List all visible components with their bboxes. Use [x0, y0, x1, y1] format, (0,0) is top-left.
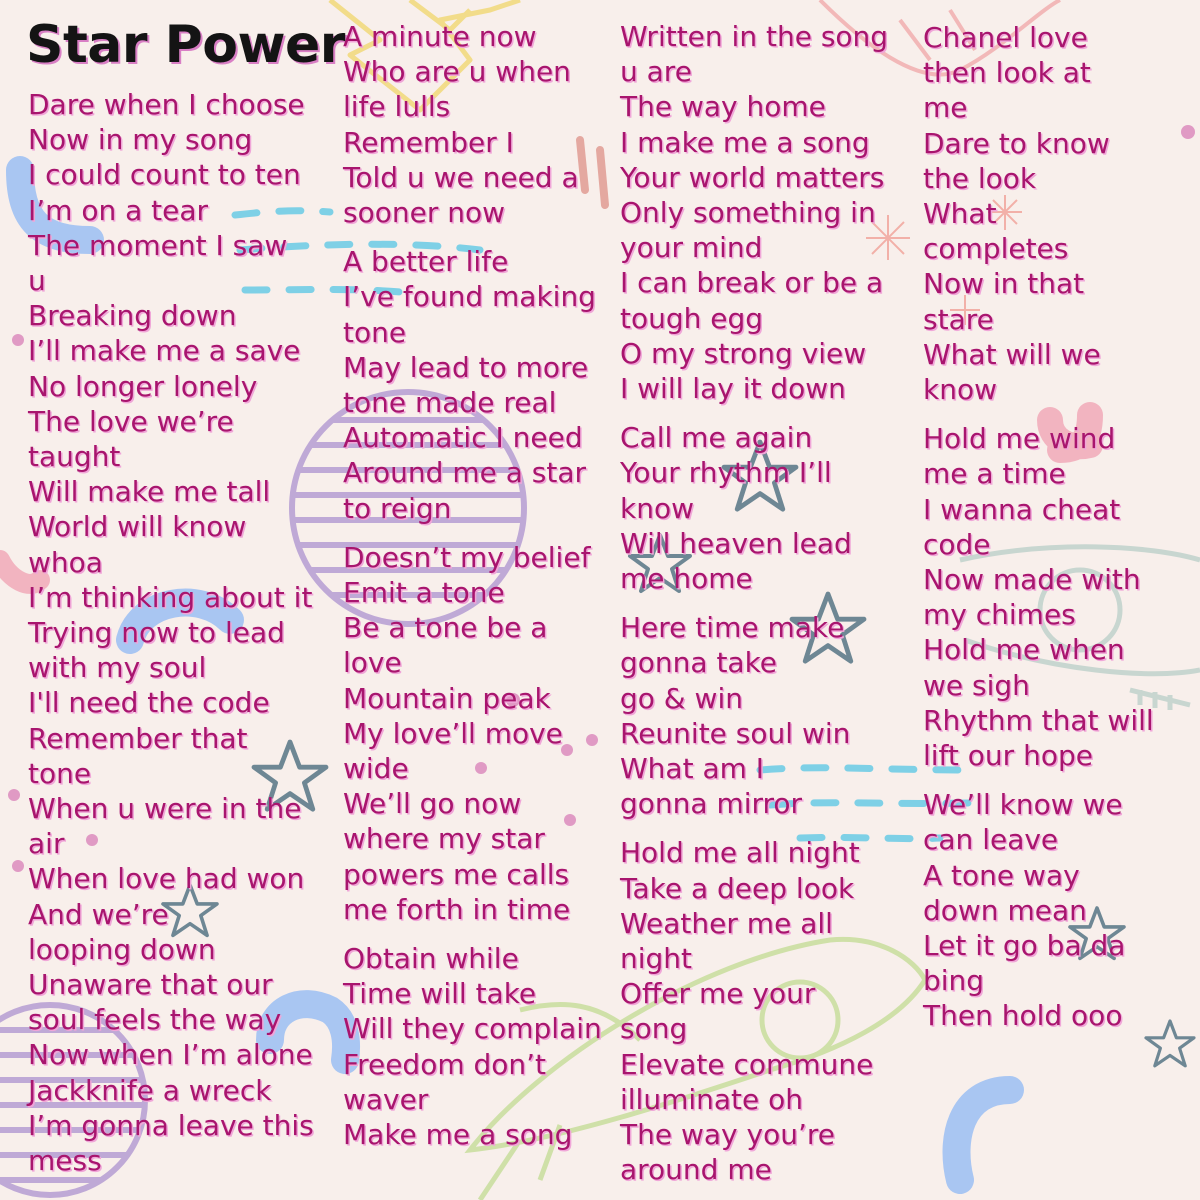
lyric-line: your mind	[620, 231, 763, 265]
lyric-line: me	[923, 91, 968, 125]
lyric-line: Now in my song	[28, 123, 253, 157]
lyric-line: around me	[620, 1153, 772, 1187]
lyric-line: Remember I	[343, 125, 514, 159]
lyric-line: Elevate commune	[620, 1047, 874, 1081]
lyric-line: I'll need the code	[28, 686, 270, 720]
lyric-line: lift our hope	[923, 739, 1093, 773]
lyric-line: What	[923, 197, 997, 231]
lyrics-column-4	[923, 20, 1154, 1034]
lyric-line: looping down	[28, 932, 216, 966]
lyric-line: I will lay it down	[620, 372, 846, 406]
lyric-line: Hold me when	[923, 633, 1125, 667]
lyric-line: mess	[28, 1144, 102, 1178]
lyric-line: Breaking down	[28, 299, 237, 333]
lyric-line: completes	[923, 232, 1069, 266]
lyric-line: Emit a tone	[343, 576, 505, 610]
lyric-line: We’ll go now	[343, 787, 522, 821]
lyric-line: sooner now	[343, 196, 506, 230]
lyric-line: tone	[28, 756, 92, 790]
stanza-gap	[620, 821, 888, 835]
lyric-line: know	[620, 491, 694, 525]
stanza-gap	[343, 230, 602, 244]
stanza-gap	[343, 927, 602, 941]
lyric-line: I wanna cheat	[923, 492, 1121, 526]
lyric-line: My love’ll move	[343, 716, 563, 750]
lyric-line: Doesn’t my belief	[343, 540, 591, 574]
lyric-line: Freedom don’t	[343, 1047, 547, 1081]
lyric-line: then look at	[923, 56, 1091, 90]
lyric-line: Dare when I choose	[28, 88, 305, 121]
lyric-line: The love we’re	[28, 404, 234, 438]
lyric-line: Now when I’m alone	[28, 1038, 313, 1072]
lyric-line: Your world matters	[620, 160, 885, 194]
lyric-line: Mountain peak	[343, 681, 551, 715]
lyric-line: Obtain while	[343, 942, 519, 976]
lyric-line: soul feels the way	[28, 1003, 282, 1037]
lyric-line: Make me a song	[343, 1118, 573, 1152]
lyric-line: powers me calls	[343, 857, 570, 891]
lyric-line: night	[620, 942, 693, 976]
lyric-line: Your rhythm I’ll	[620, 456, 832, 490]
lyric-line: Call me again	[620, 421, 813, 455]
lyric-line: Take a deep look	[620, 871, 855, 905]
lyric-line: I could count to ten	[28, 158, 301, 192]
lyric-line: Trying now to lead	[28, 616, 285, 650]
lyric-line: Be a tone be a	[343, 611, 548, 645]
lyric-line: illuminate oh	[620, 1082, 804, 1116]
lyric-line: life lulls	[343, 90, 451, 124]
lyric-line: can leave	[923, 823, 1059, 857]
lyric-line: I’ve found making	[343, 280, 596, 314]
lyrics-column-2	[343, 19, 602, 1152]
lyric-line: wide	[343, 752, 409, 786]
stanza	[343, 540, 602, 927]
lyric-line: A better life	[343, 245, 509, 279]
lyric-line: song	[620, 1012, 688, 1046]
lyric-line: taught	[28, 440, 121, 474]
lyric-line: The moment I saw	[28, 228, 288, 262]
lyric-line: Reunite soul win	[620, 716, 851, 750]
lyric-line: I’m gonna leave this	[28, 1108, 314, 1142]
lyric-line: Then hold ooo	[923, 999, 1123, 1033]
stanza	[28, 87, 314, 1178]
stanza-gap	[923, 773, 1154, 787]
lyric-line: I can break or be a	[620, 266, 884, 300]
lyric-line: Told u we need a	[343, 160, 579, 194]
stanza	[343, 244, 602, 526]
lyric-line: air	[28, 827, 65, 861]
lyric-line: Will they complain	[343, 1012, 602, 1046]
lyric-line: Written in the song	[620, 20, 889, 53]
lyric-line: down mean	[923, 893, 1087, 927]
lyric-line: Weather me all	[620, 906, 833, 940]
lyric-line: Here time make	[620, 611, 845, 645]
lyric-line: Who are u when	[343, 55, 571, 89]
lyric-line: gonna take	[620, 646, 778, 680]
lyric-line: O my strong view	[620, 336, 867, 370]
stanza	[923, 421, 1154, 773]
lyric-line: When u were in the	[28, 792, 302, 826]
lyric-line: me forth in time	[343, 892, 571, 926]
lyric-line: When love had won	[28, 862, 305, 896]
lyric-line: know	[923, 373, 997, 407]
lyric-line: I make me a song	[620, 125, 870, 159]
lyric-line: I’m thinking about it	[28, 580, 313, 614]
stanza	[620, 610, 888, 821]
lyric-line: May lead to more	[343, 350, 589, 384]
lyrics-column-1	[28, 87, 314, 1178]
lyric-line: we sigh	[923, 668, 1030, 702]
lyrics-column-3	[620, 19, 888, 1188]
lyric-line: The way home	[620, 90, 826, 124]
lyric-line: Now in that	[923, 267, 1085, 301]
lyric-line: u	[28, 264, 46, 298]
lyric-line: A minute now	[343, 20, 537, 53]
lyric-line: We’ll know we	[923, 788, 1123, 822]
lyric-line: What am I	[620, 752, 765, 786]
lyric-line: where my star	[343, 822, 545, 856]
lyric-line: whoa	[28, 545, 103, 579]
lyric-line: Hold me all night	[620, 836, 860, 870]
stanza-gap	[343, 526, 602, 540]
lyric-line: Time will take	[343, 977, 537, 1011]
lyric-line: What will we	[923, 337, 1101, 371]
lyric-line: Unaware that our	[28, 968, 273, 1002]
lyric-line: me home	[620, 562, 753, 596]
stanza	[620, 19, 888, 406]
lyric-line: me a time	[923, 457, 1066, 491]
lyric-line: tone	[343, 315, 407, 349]
lyric-line: No longer lonely	[28, 369, 258, 403]
lyric-line: Rhythm that will	[923, 703, 1154, 737]
lyric-line: Now made with	[923, 563, 1141, 597]
lyric-line: stare	[923, 302, 994, 336]
lyric-line: go & win	[620, 681, 743, 715]
stanza	[620, 835, 888, 1187]
stanza	[343, 941, 602, 1152]
lyric-line: bing	[923, 964, 985, 998]
lyric-line: love	[343, 646, 402, 680]
lyric-line: Hold me wind	[923, 422, 1116, 456]
stanza	[620, 420, 888, 596]
lyric-line: Will make me tall	[28, 475, 271, 509]
lyric-line: code	[923, 527, 991, 561]
stanza	[923, 787, 1154, 1033]
lyric-line: u are	[620, 55, 692, 89]
stanza-gap	[620, 406, 888, 420]
lyric-line: Chanel love	[923, 21, 1088, 54]
lyric-line: the look	[923, 161, 1037, 195]
page-title: Star Power	[26, 15, 345, 75]
lyric-line: Dare to know	[923, 126, 1110, 160]
lyric-line: my chimes	[923, 598, 1076, 632]
stanza	[343, 19, 602, 230]
lyric-line: waver	[343, 1082, 429, 1116]
lyric-line: Offer me your	[620, 977, 816, 1011]
lyric-line: Only something in	[620, 196, 876, 230]
lyric-line: tone made real	[343, 386, 557, 420]
lyric-line: The way you’re	[620, 1118, 835, 1152]
lyric-line: I’m on a tear	[28, 193, 209, 227]
lyric-line: to reign	[343, 491, 452, 525]
stanza	[923, 20, 1154, 407]
lyric-line: A tone way	[923, 858, 1080, 892]
lyric-line: I’ll make me a save	[28, 334, 301, 368]
stanza-gap	[620, 596, 888, 610]
lyric-line: Around me a star	[343, 456, 587, 490]
stanza-gap	[923, 407, 1154, 421]
lyric-line: And we’re	[28, 897, 169, 931]
lyric-line: Let it go ba da	[923, 929, 1126, 963]
lyric-line: World will know	[28, 510, 247, 544]
lyric-line: Will heaven lead	[620, 526, 852, 560]
lyric-line: with my soul	[28, 651, 207, 685]
lyric-line: Automatic I need	[343, 421, 583, 455]
lyric-line: tough egg	[620, 301, 764, 335]
lyric-line: gonna mirror	[620, 787, 803, 821]
lyric-line: Jackknife a wreck	[28, 1073, 272, 1107]
lyric-line: Remember that	[28, 721, 248, 755]
